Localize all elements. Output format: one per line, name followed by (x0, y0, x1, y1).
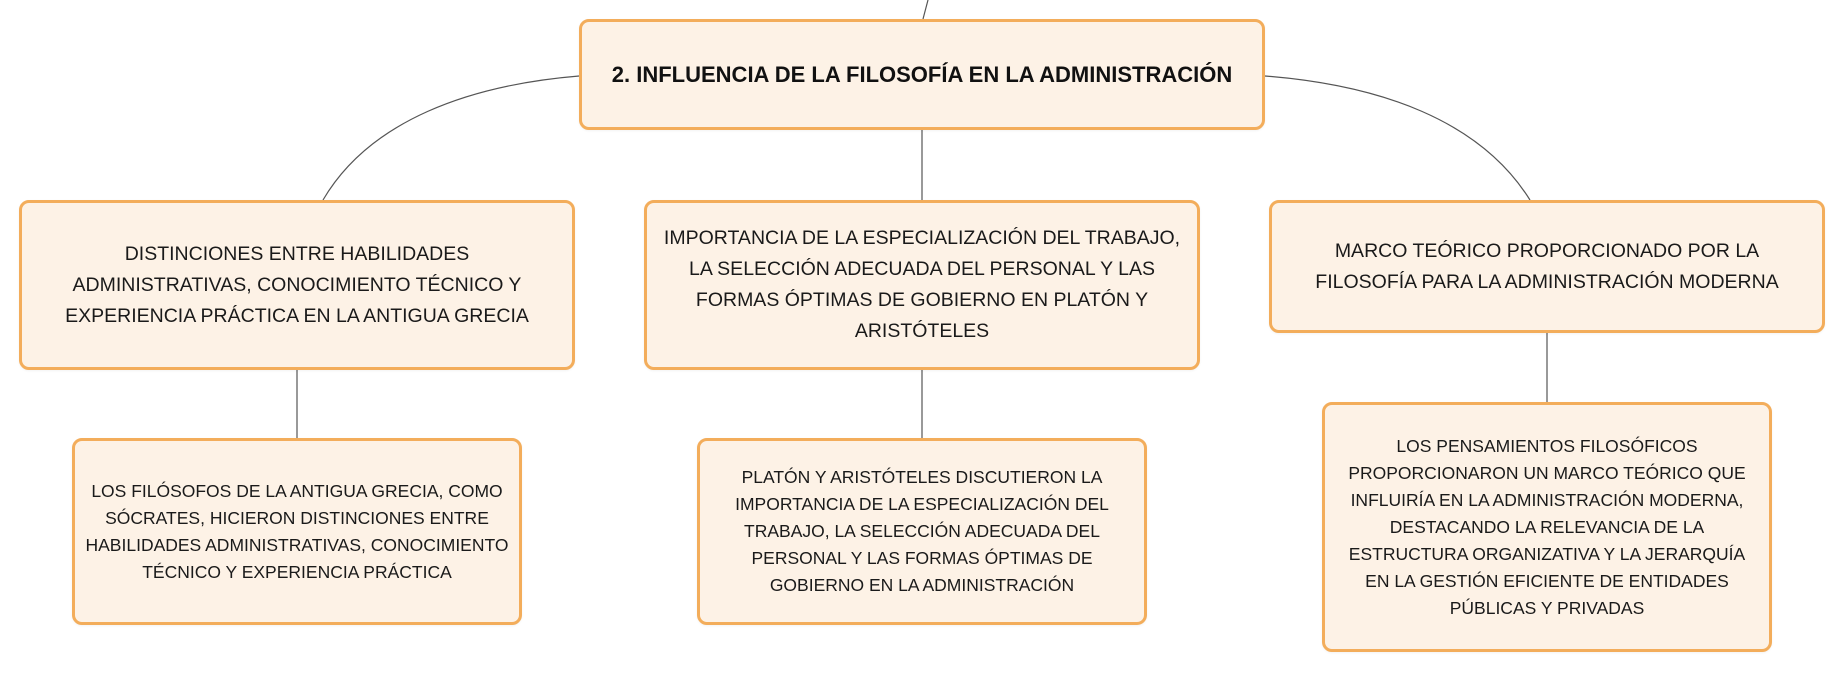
subtopic-3[interactable] (1322, 402, 1772, 652)
branch-topic-1-text: DISTINCIONES ENTRE HABILIDADES ADMINISTRATIVAS, CONOCIMIENTO TÉCNICO Y EXPERIENCIA PRÁCTICA EN LA ANTIGUA GRECIA (65, 242, 529, 327)
connector-root-to-branch-3 (1265, 76, 1530, 200)
root-topic-title: 2. INFLUENCIA DE LA FILOSOFÍA EN LA ADMINISTRACIÓN (611, 61, 1233, 87)
branch-topic-1[interactable] (19, 200, 575, 370)
connector-root-to-branch-1 (323, 76, 579, 200)
branch-topic-2[interactable] (644, 200, 1200, 370)
branch-topic-3-text: MARCO TEÓRICO PROPORCIONADO POR LA FILOSOFÍA PARA LA ADMINISTRACIÓN MODERNA (1315, 239, 1779, 293)
branch-topic-2-text: IMPORTANCIA DE LA ESPECIALIZACIÓN DEL TRABAJO, LA SELECCIÓN ADECUADA DEL PERSONAL Y LAS FORMAS ÓPTIMAS DE GOBIERNO EN PLATÓN Y ARISTÓTELES (663, 227, 1181, 342)
root-topic[interactable] (579, 19, 1265, 130)
subtopic-2-text: PLATÓN Y ARISTÓTELES DISCUTIERON LA IMPORTANCIA DE LA ESPECIALIZACIÓN DEL TRABAJO, LA SELECCIÓN ADECUADA DEL PERSONAL Y LAS FORMAS ÓPTIMAS DE GOBIERNO EN LA ADMINISTRACIÓN (735, 467, 1109, 595)
subtopic-2[interactable] (697, 438, 1147, 625)
subtopic-1-text: LOS FILÓSOFOS DE LA ANTIGUA GRECIA, COMO SÓCRATES, HICIERON DISTINCIONES ENTRE HABILIDADES ADMINISTRATIVAS, CONOCIMIENTO TÉCNICO Y EXPERIENCIA PRÁCTICA (85, 480, 509, 582)
subtopic-3-text: LOS PENSAMIENTOS FILOSÓFICOS PROPORCIONARON UN MARCO TEÓRICO QUE INFLUIRÍA EN LA ADMINISTRACIÓN MODERNA, DESTACANDO LA RELEVANCIA DE LA ESTRUCTURA ORGANIZATIVA Y LA JERARQUÍA EN LA GESTIÓN EFICIENTE DE ENTIDADES PÚBLICAS Y PRIVADAS (1348, 435, 1746, 618)
connector-from-parent (923, 0, 928, 19)
branch-topic-3[interactable] (1269, 200, 1825, 333)
subtopic-1[interactable] (72, 438, 522, 625)
